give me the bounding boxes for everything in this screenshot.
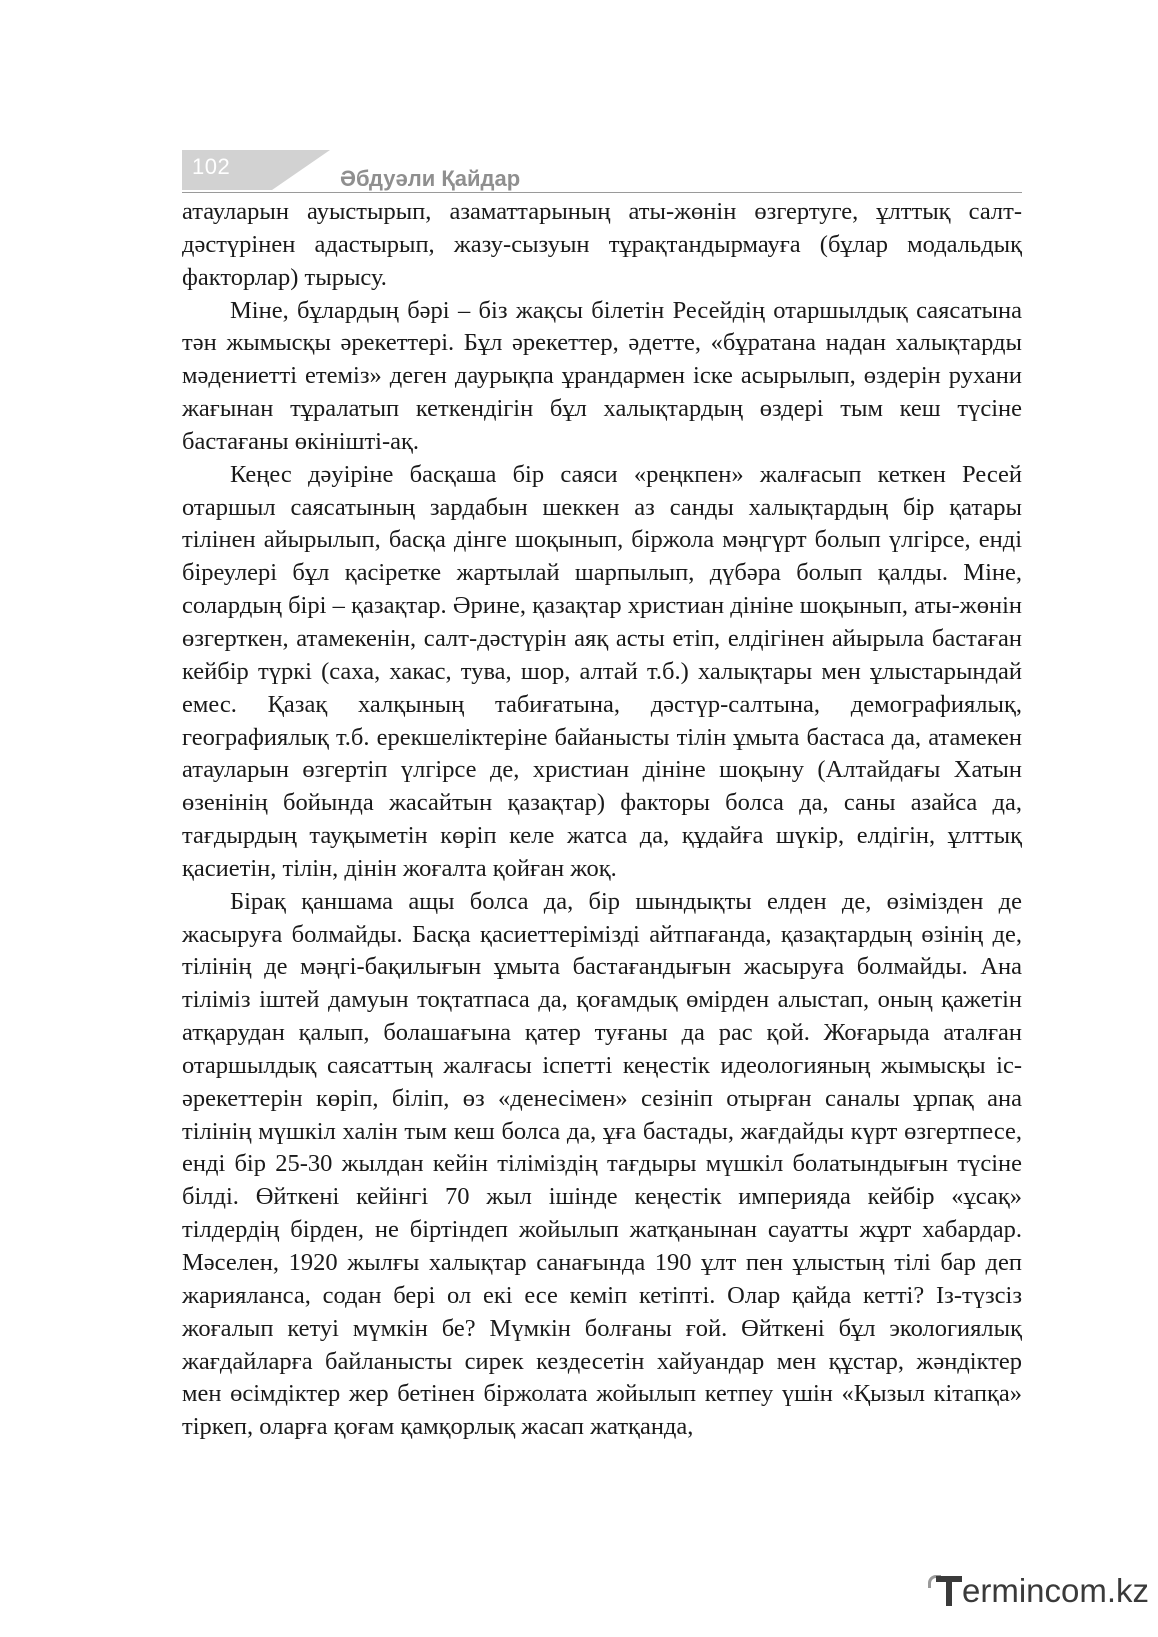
header-rule	[182, 192, 1022, 193]
paragraph: Бірақ қаншама ащы болса да, бір шындықты елден де, өзімізден де жасыруға болмайды. Басқа қасиеттерімізді айтпағанда, қазақтардың өзінің де, тілінің де мәңгі-бақилығын ұмыта бастағандығын жасыруға болмайды. Ана тіліміз іштей дамуын тоқтатпаса да, қоғамдық өмірден алыстап, оның қажетін атқарудан қалып, болашағына қатер туғаны да рас қой. Жоғарыда аталған отаршылдық саясаттың жалғасы іспетті кеңестік идеологияның жымысқы іс-әрекеттерін көріп, біліп, өз «денесімен» сезініп отырған саналы ұрпақ ана тілінің мүшкіл халін тым кеш болса да, ұға бастады, жағдайды күрт өзгертпесе, енді бір 25-30 жылдан кейін тіліміздің тағдыры мүшкіл болатындығын түсіне білді. Өйткені кейінгі 70 жыл ішінде кеңестік империяда кейбір «ұсақ» тілдердің бірден, не біртіндеп жойылып жатқанынан сауатты жұрт хабардар. Мәселен, 1920 жылғы халықтар санағында 190 ұлт пен ұлыстың тілі бар деп жарияланса, содан бері ол екі есе кеміп кетіпті. Олар қайда кетті? Із-түзсіз жоғалып кетуі мүмкін бе? Мүмкін болғаны ғой. Өйткені бұл экологиялық жағдайларға байланысты сирек кездесетін хайуандар мен құстар, жәндіктер мен өсімдіктер жер бетінен біржолата жойылып кетпеу үшін «Қызыл кітапқа» тіркеп, оларға қоғам қамқорлық жасап жатқанда,	[182, 887, 1022, 1441]
running-title: Әбдуәли Қайдар	[340, 166, 521, 191]
header-wedge-shape	[272, 150, 330, 190]
paragraph: Міне, бұлардың бәрі – біз жақсы білетін Ресейдің отаршылдық саясатына тән жымысқы әрекеттері. Бұл әрекеттер, әдетте, «бұратана надан халықтарды мәдениетті етеміз» деген даурықпа ұрандармен іске асырылып, өздерін рухани жағынан тұралатып кеткендігін бұл халықтардың өздері тым кеш түсіне бастағаны өкінішті-ақ.	[182, 296, 1022, 455]
site-watermark-logo	[936, 1572, 1150, 1616]
watermark-text-domain: m.kz	[1079, 1572, 1150, 1609]
paragraph: Кеңес дәуіріне басқаша бір саяси «реңкпен» жалғасып кеткен Ресей отаршыл саясатының зардабын шеккен аз санды халықтардың бір қатары тілінен айырылып, басқа дінге шоқынып, біржола мәңгүрт болып үлгірсе, енді біреулері бұл қасіретке жартылай шарпылып, дүбәра болып қалды. Міне, солардың бірі – қазақтар. Әрине, қазақтар христиан дініне шоқынып, аты-жөнін өзгерткен, атамекенін, салт-дәстүрін аяқ асты етіп, елдігінен айырыла бастаған кейбір түркі (саха, хакас, тува, шор, алтай т.б.) халықтары мен ұлыстарындай емес. Қазақ халқының табиғатына, дәстүр-салтына, демографиялық, географиялық т.б. ерекшеліктеріне байанысты тілін ұмыта бастаса да, атамекен атауларын өзгертіп үлгірсе де, христиан дініне шоқыну (Алтайдағы Хатын өзенінің бойында жасайтын қазақтар) факторы болса да, саны азайса да, тағдырдың тауқыметін көріп келе жатса да, құдайға шүкір, елдігін, ұлттық қасиетін, тілін, дінін жоғалта қойған жоқ.	[182, 460, 1022, 882]
body-text	[182, 196, 1022, 1444]
page-number: 102	[192, 154, 231, 179]
paragraph-continuation: атауларын ауыстырып, азаматтарының аты-жөнін өзгертуге, ұлттық салт-дәстүрінен адастырып, жазу-сызуын тұрақтандырмауға (бұлар модальдық факторлар) тырысу.	[182, 198, 1022, 291]
running-header	[182, 150, 1022, 196]
t-logo-icon	[936, 1574, 962, 1608]
watermark-text: ermincо	[962, 1572, 1080, 1609]
